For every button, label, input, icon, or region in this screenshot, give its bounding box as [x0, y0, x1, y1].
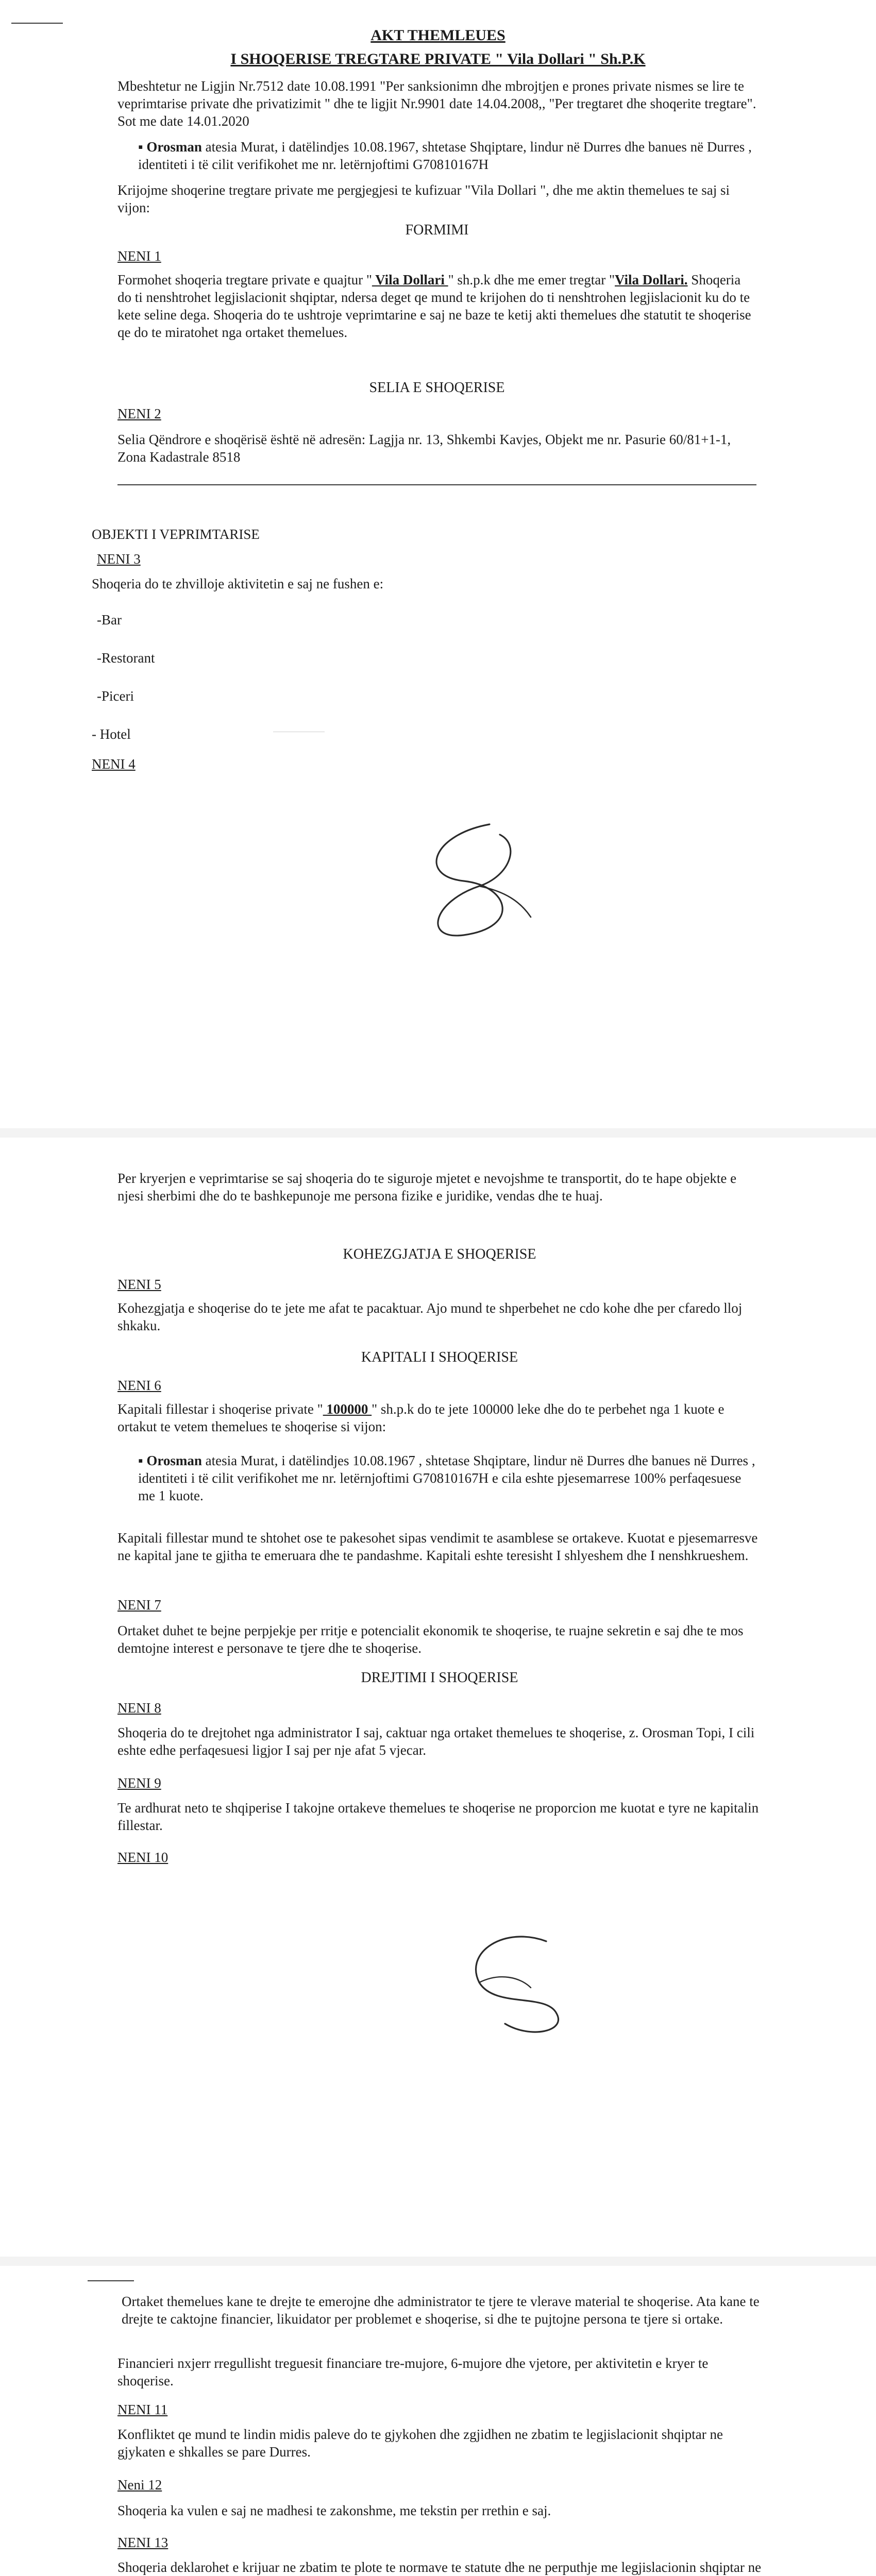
- signature-initials: [443, 1921, 587, 2044]
- intro-legal-basis: Mbeshtetur ne Ligjin Nr.7512 date 10.08.1991 "Per sanksionimn dhe mbrojtjen e prones private nismes se lire te veprimtarise private dhe privatizimit " dhe te ligjit Nr.9901 date 14.04.2008,, "Per tregtaret dhe shoqerite tregtare". Sot me date 14.01.2020: [117, 78, 756, 129]
- founder-paragraph: ▪ Orosman atesia Murat, i datëlindjes 10.08.1967, shtetase Shqiptare, lindur në Durres dhe banues në Durres , identiteti i të cilit verifikohet me nr. letërnjoftimi G70810167H: [138, 139, 752, 172]
- page-separator: [0, 1128, 876, 1138]
- founder-name: Orosman: [146, 139, 202, 155]
- article-label-1: NENI 1: [117, 248, 161, 264]
- document-title: AKT THEMLEUES: [370, 27, 506, 44]
- trade-name: Vila Dollari.: [615, 272, 688, 287]
- article-4-text: Per kryerjen e veprimtarise se saj shoqeria do te siguroje mjetet e nevojshme te transportit, do te hape objekte e njesi sherbimi dhe do te bashkepunoje me persona fizike e juridike, vendas dhe te huaj.: [117, 1171, 737, 1204]
- capital-amount: 100000: [323, 1401, 372, 1417]
- document-page-2: [0, 1138, 876, 2257]
- article-6-text-continued: Kapitali fillestar mund te shtohet ose te pakesohet sipas vendimit te asamblese se ortakeve. Kuotat e pjesemarresve ne kapital jane te gjitha te emeruara dhe te pandashme. Kapitali eshte teresisht I shlyeshem dhe I nenshkrueshem.: [117, 1530, 758, 1563]
- article-label-10: NENI 10: [117, 1850, 169, 1865]
- activity-item: - Hotel: [92, 726, 131, 742]
- section-heading-formimi: FORMIMI: [405, 222, 469, 238]
- company-name: Vila Dollari: [372, 272, 448, 287]
- article-1-part-c: Shoqeria do ti nenshtrohet legjislacionit shqiptar, ndersa deget qe mund te krijohen do ti nenshtrohen legjislacionit ku do te kete seline dega. Shoqeria do te ushtroje veprimtarine e saj ne baze te ketij akti themelues dhe statutit te shoqerise qe do te miratohet nga ortaket themelues.: [117, 272, 751, 340]
- activity-item: -Restorant: [97, 650, 155, 666]
- article-6-text: [117, 1400, 762, 1435]
- section-heading-selia: SELIA E SHOQERISE: [369, 380, 505, 396]
- document-subtitle: I SHOQERISE TREGTARE PRIVATE " Vila Dollari " Sh.P.K: [230, 50, 646, 67]
- signature-initials: [402, 814, 557, 948]
- article-6-part-a: Kapitali fillestar i shoqerise private ": [117, 1401, 323, 1417]
- article-label-3: NENI 3: [97, 551, 141, 567]
- article-label-6: NENI 6: [117, 1378, 161, 1393]
- article-7-text: Ortaket duhet te bejne perpjekje per rritje e potencialit ekonomik te shoqerise, te ruajne sekretin e saj dhe te mos demtojne interest e personave te tjere dhe te shoqerise.: [117, 1623, 744, 1656]
- article-label-11: NENI 11: [117, 2402, 168, 2417]
- article-1-part-a: Formohet shoqeria tregtare private e quajtur ": [117, 272, 372, 287]
- article-6-part-b: " sh.p.k do te jete 100000 leke dhe do te perbehet nga 1 kuote e ortakut te vetem themelues te shoqerise si vijon:: [117, 1401, 725, 1434]
- section-heading-objekti: OBJEKTI I VEPRIMTARISE: [92, 527, 260, 542]
- article-13-text: Shoqeria deklarohet e krijuar ne zbatim te plote te normave te statute dhe ne perputhje me legjislacionin shqiptar ne: [117, 2560, 762, 2575]
- article-12-text: Shoqeria ka vulen e saj ne madhesi te zakonshme, me tekstin per rrethin e saj.: [117, 2503, 551, 2518]
- page-separator: [0, 2257, 876, 2266]
- article-label-9: NENI 9: [117, 1775, 161, 1791]
- article-10-text: Ortaket themelues kane te drejte te emerojne dhe administrator te tjere te vlerave material te shoqerise. Ata kane te drejte te caktojne financier, likuidator per problemet e shoqerise, si dhe te pujtojne persona te tjere si ortake.: [122, 2294, 760, 2327]
- article-5-text: Kohezgjatja e shoqerise do te jete me afat te pacaktuar. Ajo mund te shperbehet ne cdo kohe dhe per cfaredo lloj shkaku.: [117, 1300, 743, 1333]
- article-10-text-continued: Financieri nxjerr rregullisht treguesit financiare tre-mujore, 6-mujore dhe vjetore, per aktivitetin e kryer te shoqerise.: [117, 2355, 709, 2388]
- article-1-part-b: " sh.p.k dhe me emer tregtar ": [448, 272, 615, 287]
- article-label-12: Neni 12: [117, 2477, 162, 2493]
- founder-details: atesia Murat, i datëlindjes 10.08.1967, shtetase Shqiptare, lindur në Durres dhe banues në Durres , identiteti i të cilit verifikohet me nr. letërnjoftimi G70810167H: [138, 139, 752, 172]
- article-11-text: Konfliktet qe mund te lindin midis paleve do te gjykohen dhe zgjidhen ne zbatim te legjislacionit shqiptar ne gjykaten e shkalles se pare Durres.: [117, 2427, 723, 2460]
- divider-line: [117, 484, 756, 485]
- article-3-text: Shoqeria do te zhvilloje aktivitetin e saj ne fushen e:: [92, 576, 384, 591]
- founder-details: atesia Murat, i datëlindjes 10.08.1967 , shtetase Shqiptare, lindur në Durres dhe banues në Durres , identiteti i të cilit verifikohet me nr. letërnjoftimi G70810167H e cila eshte pjesemarrese 100% perfaqesuese me 1 kuote.: [138, 1453, 755, 1503]
- article-label-4: NENI 4: [92, 756, 136, 772]
- founder-paragraph: ▪ Orosman atesia Murat, i datëlindjes 10.08.1967 , shtetase Shqiptare, lindur në Durres dhe banues në Durres , identiteti i të cilit verifikohet me nr. letërnjoftimi G70810167H e cila eshte pjesemarrese 100% perfaqesuese me 1 kuote.: [138, 1453, 755, 1503]
- activity-item: -Piceri: [97, 688, 134, 704]
- article-9-text: Te ardhurat neto te shqiperise I takojne ortakeve themelues te shoqerise ne proporcion me kuotat e tyre ne kapitalin fillestar.: [117, 1800, 759, 1833]
- scan-mark: [11, 23, 63, 24]
- article-1-text: [117, 271, 756, 341]
- article-8-text: Shoqeria do te drejtohet nga administrator I saj, caktuar nga ortaket themelues te shoqerise, z. Orosman Topi, I cili eshte edhe perfaqesuesi ligjor I saj per nje afat 5 vjecar.: [117, 1725, 755, 1758]
- section-heading-kapitali: KAPITALI I SHOQERISE: [361, 1349, 518, 1365]
- article-label-13: NENI 13: [117, 2535, 169, 2550]
- document-page-3: [0, 2266, 876, 2576]
- activity-item: -Bar: [97, 612, 122, 628]
- article-label-5: NENI 5: [117, 1277, 161, 1292]
- article-label-7: NENI 7: [117, 1597, 161, 1613]
- section-heading-kohezgjatja: KOHEZGJATJA E SHOQERISE: [343, 1246, 536, 1262]
- article-label-2: NENI 2: [117, 406, 161, 421]
- scan-mark: [88, 2280, 134, 2281]
- intro-founding: Krijojme shoqerine tregtare private me pergjegjesi te kufizuar "Vila Dollari ", dhe me aktin themelues te saj si vijon:: [117, 182, 730, 215]
- document-page-1: [0, 0, 876, 1128]
- founder-name: Orosman: [146, 1453, 202, 1468]
- article-label-8: NENI 8: [117, 1700, 161, 1716]
- section-heading-drejtimi: DREJTIMI I SHOQERISE: [361, 1670, 518, 1686]
- article-2-text: Selia Qëndrore e shoqërisë është në adresën: Lagjja nr. 13, Shkembi Kavjes, Objekt me nr. Pasurie 60/81+1-1, Zona Kadastrale 8518: [117, 432, 731, 465]
